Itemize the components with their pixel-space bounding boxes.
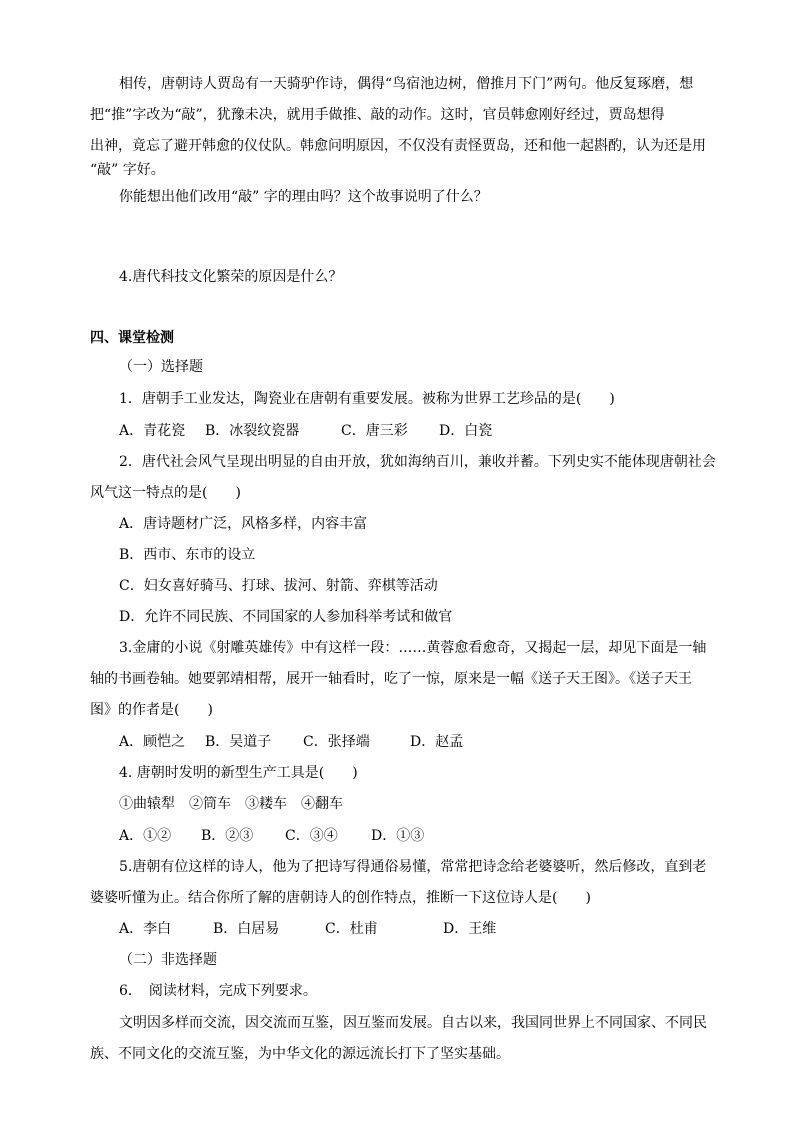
- q1-option-b: B．冰裂纹瓷器: [205, 423, 300, 439]
- q4-option-d: D．①③: [371, 828, 425, 844]
- q6-material-2: 族、不同文化的交流互鉴，为中华文化的源远流长打下了坚实基础。: [90, 1046, 510, 1062]
- q3-stem-1: 3.金庸的小说《射雕英雄传》中有这样一段：……黄蓉愈看愈奇，又揭起一层，却见下面是一轴: [119, 640, 707, 656]
- story-line-1: 相传，唐朝诗人贾岛有一天骑驴作诗，偶得“鸟宿池边树，僧推月下门”两句。他反复琢磨，想: [119, 76, 694, 92]
- q2-option-c: C．妇女喜好骑马、打球、拔河、射箭、弈棋等活动: [119, 578, 438, 594]
- q2-option-d: D．允许不同民族、不同国家的人参加科举考试和做官: [119, 609, 453, 625]
- q4-option-a: A．①②: [119, 828, 172, 844]
- q1-stem: 1．唐朝手工业发达，陶瓷业在唐朝有重要发展。被称为世界工艺珍品的是( ): [119, 391, 615, 407]
- q1-option-c: C．唐三彩: [341, 423, 408, 439]
- q3-option-c: C．张择端: [303, 734, 370, 750]
- part-2-heading: （二）非选择题: [119, 952, 217, 968]
- q3-stem-2: 轴的书画卷轴。她要郭靖相帮，展开一轴看时，吃了一惊，原来是一幅《送子天王图》。《送子天王: [90, 671, 692, 687]
- q6-stem: 6． 阅读材料，完成下列要求。: [119, 983, 317, 999]
- story-question: 你能想出他们改用“敲” 字的理由吗？这个故事说明了什么？: [119, 189, 488, 205]
- q4-items: ①曲辕犁 ②筒车 ③耧车 ④翻车: [119, 796, 343, 812]
- story-line-3: 出神，竟忘了避开韩愈的仪仗队。韩愈问明原因，不仅没有责怪贾岛，还和他一起斟酌，认为还是用: [90, 138, 706, 154]
- q2-stem-1: 2．唐代社会风气呈现出明显的自由开放，犹如海纳百川，兼收并蓄。下列史实不能体现唐朝社会: [119, 454, 716, 470]
- q4-option-b: B．②③: [201, 828, 254, 844]
- q2-option-a: A．唐诗题材广泛，风格多样，内容丰富: [119, 516, 368, 532]
- q6-material-1: 文明因多样而交流，因交流而互鉴，因互鉴而发展。自古以来，我国同世界上不同国家、不同民: [119, 1015, 707, 1031]
- q4-stem: 4. 唐朝时发明的新型生产工具是( ): [119, 765, 358, 781]
- q1-option-a: A．青花瓷: [119, 423, 186, 439]
- q5-option-d: D．王维: [443, 921, 497, 937]
- q5-option-b: B．白居易: [213, 921, 280, 937]
- q3-stem-3: 图》的作者是( ): [90, 702, 213, 718]
- q5-stem-1: 5.唐朝有位这样的诗人，他为了把诗写得通俗易懂，常常把诗念给老婆婆听，然后修改，直到老: [119, 859, 707, 875]
- q2-stem-2: 风气这一特点的是( ): [90, 485, 241, 501]
- question-4: 4.唐代科技文化繁荣的原因是什么？: [119, 269, 343, 285]
- q1-option-d: D．白瓷: [439, 423, 493, 439]
- section-heading: 四、课堂检测: [90, 330, 174, 346]
- q5-stem-2: 婆婆听懂为止。结合你所了解的唐朝诗人的创作特点，推断一下这位诗人是( ): [90, 890, 591, 906]
- q4-option-c: C．③④: [285, 828, 338, 844]
- q2-option-b: B．西市、东市的设立: [119, 547, 256, 563]
- q5-option-a: A．李白: [119, 921, 172, 937]
- q3-option-b: B．吴道子: [205, 734, 272, 750]
- q3-option-a: A．顾恺之: [119, 734, 186, 750]
- story-line-4: “敲” 字好。: [90, 162, 165, 178]
- q5-option-c: C．杜甫: [325, 921, 378, 937]
- part-1-heading: （一）选择题: [119, 359, 203, 375]
- story-line-2: 把“推”字改为“敲”，犹豫未决，就用手做推、敲的动作。这时，官员韩愈刚好经过，贾岛想得: [90, 107, 665, 123]
- q3-option-d: D．赵孟: [410, 734, 464, 750]
